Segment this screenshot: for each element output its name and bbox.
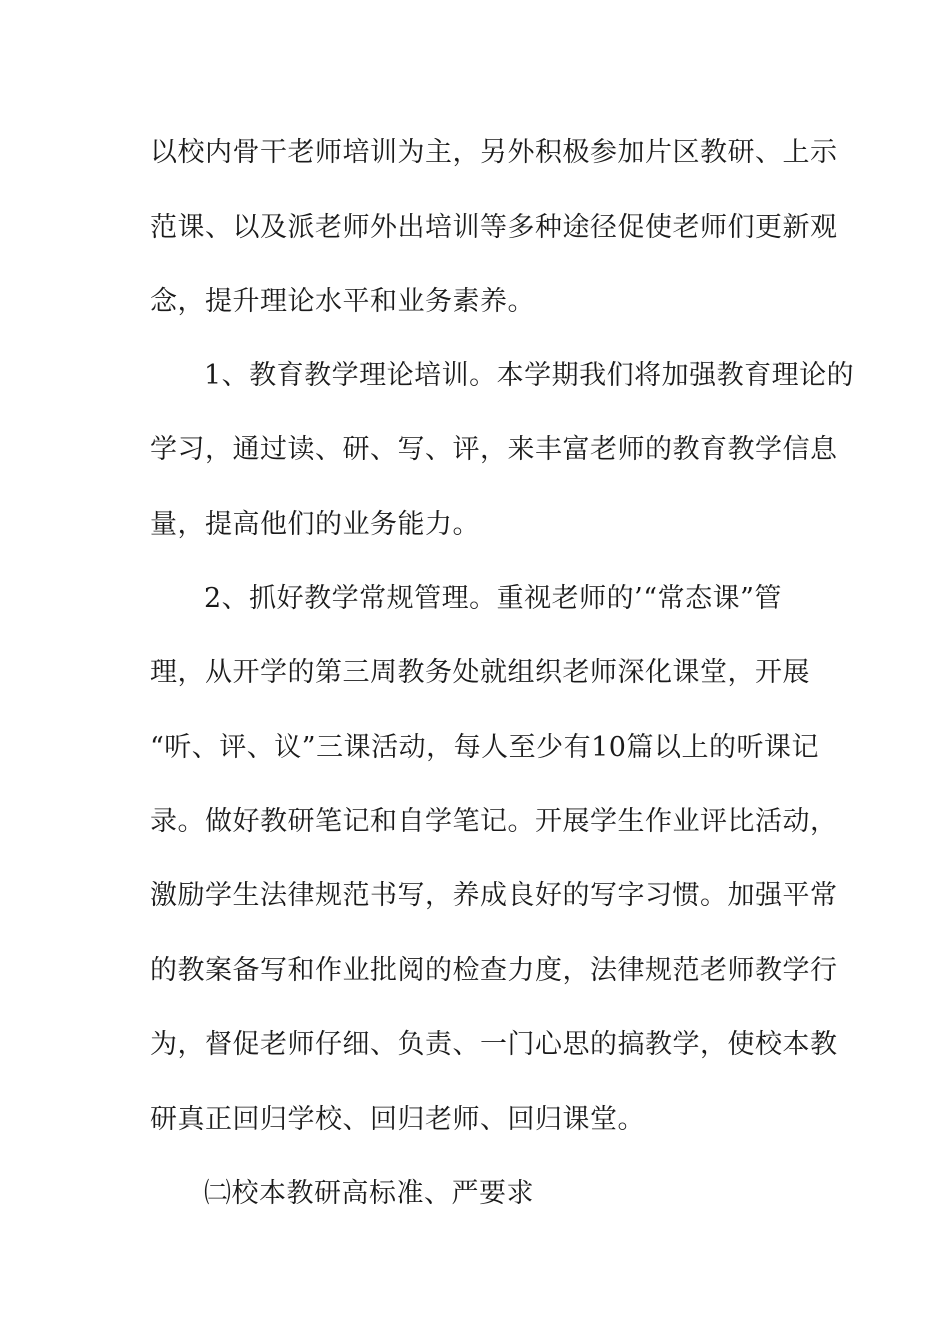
text-line: 2、抓好教学常规管理。重视老师的’“常态课”管 — [204, 583, 782, 614]
text-line: 量，提高他们的业务能力。 — [150, 509, 480, 540]
text-line: 激励学生法律规范书写，养成良好的写字习惯。加强平常 — [150, 880, 838, 911]
text-line: “听、评、议”三课活动，每人至少有10篇以上的听课记 — [150, 732, 819, 763]
text-line: 学习，通过读、研、写、评，来丰富老师的教育教学信息 — [150, 434, 838, 465]
text-line: 为，督促老师仔细、负责、一门心思的搞教学，使校本教 — [150, 1029, 838, 1060]
text-line: 的教案备写和作业批阅的检查力度，法律规范老师教学行 — [150, 955, 838, 986]
text-line: 范课、以及派老师外出培训等多种途径促使老师们更新观 — [150, 212, 838, 243]
text-line: 1、教育教学理论培训。本学期我们将加强教育理论的 — [204, 360, 855, 391]
section-heading: ㈡校本教研高标准、严要求 — [204, 1178, 534, 1209]
text-line: 以校内骨干老师培训为主，另外积极参加片区教研、上示 — [150, 137, 838, 168]
text-line: 理，从开学的第三周教务处就组织老师深化课堂，开展 — [150, 657, 810, 688]
text-line: 录。做好教研笔记和自学笔记。开展学生作业评比活动， — [150, 806, 838, 837]
text-line: 研真正回归学校、回归老师、回归课堂。 — [150, 1104, 645, 1135]
text-line: 念，提升理论水平和业务素养。 — [150, 286, 535, 317]
